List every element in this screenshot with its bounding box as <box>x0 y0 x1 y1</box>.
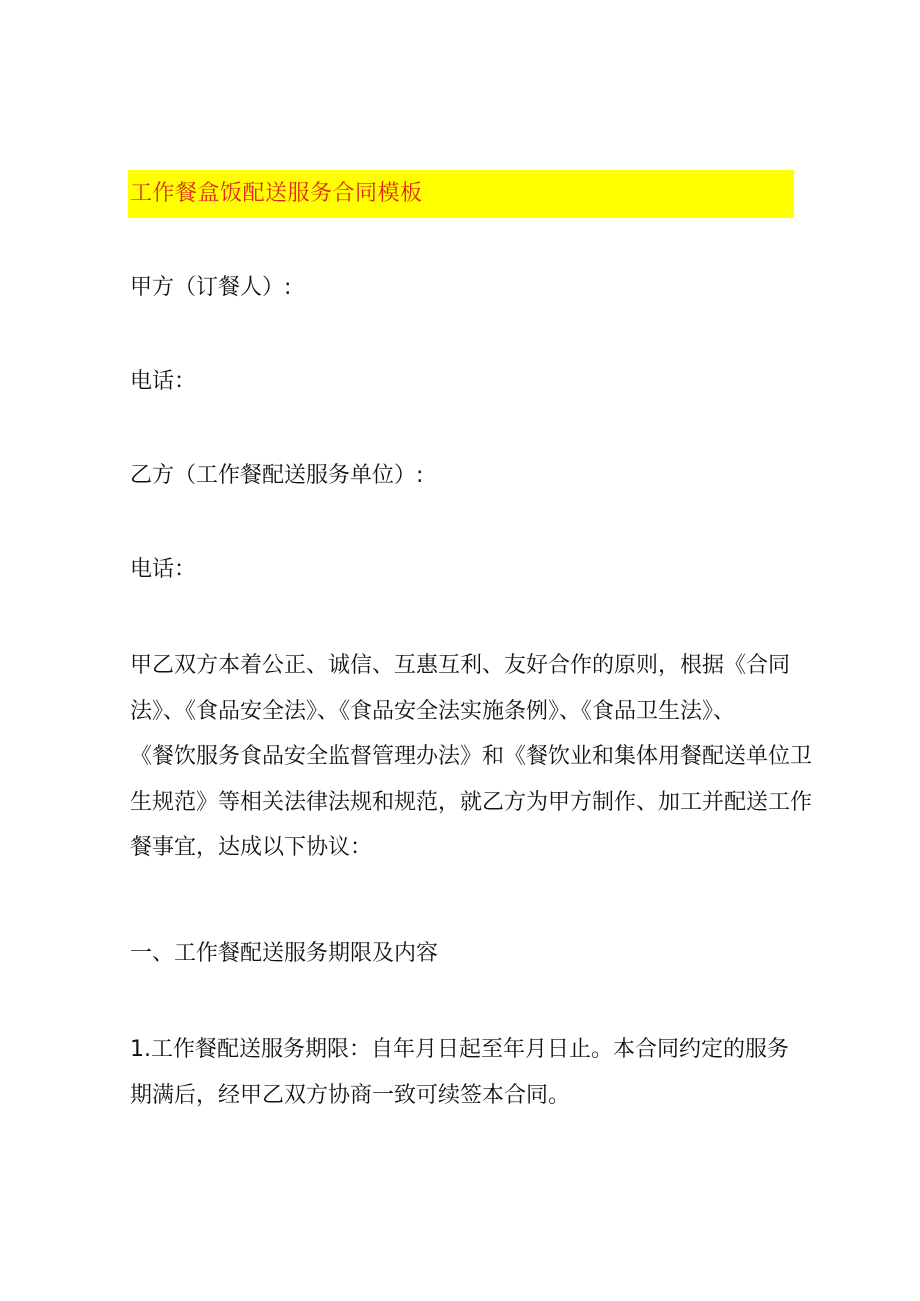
preamble-line: 甲乙双方本着公正、诚信、互惠互利、友好合作的原则，根据《合同 <box>130 653 791 678</box>
clause-1-paragraph <box>130 1027 800 1118</box>
party-b-phone-label: 电话： <box>130 557 197 582</box>
title-highlight <box>128 170 794 218</box>
preamble-line: 餐事宜，达成以下协议： <box>130 835 373 860</box>
preamble-paragraph <box>130 643 813 871</box>
preamble-line: 《餐饮服务食品安全监督管理办法》和《餐饮业和集体用餐配送单位卫 <box>130 744 813 769</box>
clause-1-line: 期满后，经甲乙双方协商一致可续签本合同。 <box>130 1082 571 1108</box>
clause-1-line: 1.工作餐配送服务期限：自年月日起至年月日止。本合同约定的服务 <box>130 1037 789 1062</box>
party-b-label: 乙方（工作餐配送服务单位）: <box>130 463 424 488</box>
document-title: 工作餐盒饭配送服务合同模板 <box>130 181 423 206</box>
party-a-phone-label: 电话： <box>130 369 197 394</box>
section-1-heading: 一、工作餐配送服务期限及内容 <box>130 941 439 966</box>
party-a-label: 甲方（订餐人）: <box>130 275 292 300</box>
preamble-line: 法》、《食品安全法》、《食品安全法实施条例》、《食品卫生法》、 <box>130 698 736 724</box>
preamble-line: 生规范》等相关法律法规和规范，就乙方为甲方制作、加工并配送工作 <box>130 789 813 815</box>
